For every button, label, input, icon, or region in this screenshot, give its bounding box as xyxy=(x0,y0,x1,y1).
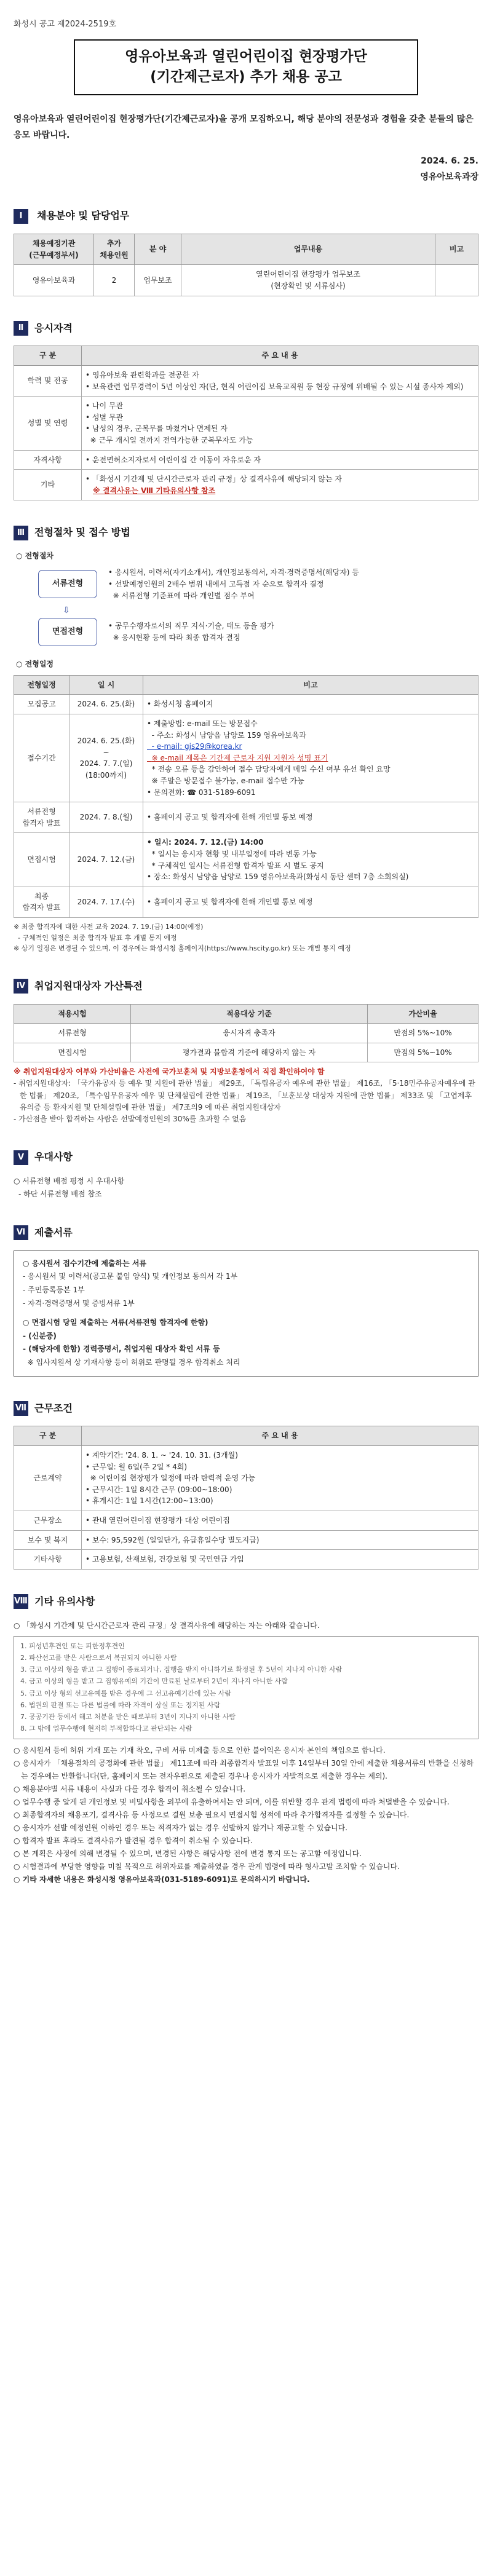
date-cell: 2024. 7. 12.(금) xyxy=(69,833,143,887)
list-item: ○ 본 계획은 사정에 의해 변경될 수 있으며, 변경된 사항은 해당사항 전에 변경 통지 또는 공고할 예정입니다. xyxy=(14,1849,362,1858)
table-row xyxy=(14,802,478,833)
content-line: • 보육관련 업무경력이 5년 이상인 자(단, 현직 어린이집 보육교직원 등 현장 규정에 위배될 수 있는 시설 종사자 제외) xyxy=(85,382,464,391)
list-item: 6. 법원의 판결 또는 다른 법률에 따라 자격이 상실 또는 정지된 사람 xyxy=(20,1701,221,1709)
qualification-table xyxy=(14,346,478,500)
table-row xyxy=(14,365,478,396)
table-header: 주 요 내 용 xyxy=(82,1426,478,1446)
email-link[interactable]: - e-mail: gjs29@korea.kr xyxy=(147,742,242,751)
notice-org: 영유아보육과장 xyxy=(420,172,478,182)
stage-cell: 서류전형 합격자 발표 xyxy=(14,802,69,833)
section-number: Ⅳ xyxy=(14,979,28,994)
table-header: 추가 채용인원 xyxy=(94,234,135,265)
table-row xyxy=(14,1024,478,1043)
row-content xyxy=(82,450,478,470)
disqualification-list xyxy=(14,1636,478,1739)
row-content xyxy=(82,470,478,500)
intro-text: 영유아보육과 열린어린이집 현장평가단(기간제근로자)을 공개 모집하오니, 해당 분야의 전문성과 경험을 갖춘 분들의 많은 응모 바랍니다. xyxy=(14,114,474,141)
section-title: 채용분야 및 담당업무 xyxy=(37,210,130,222)
bonus-warning: ※ 취업지원대상자 여부와 가산비율은 사전에 국가보훈처 및 지방보훈청에서 직접 확인하여야 함 xyxy=(14,1067,325,1077)
desc-cell xyxy=(143,714,478,802)
row-content xyxy=(82,1550,478,1570)
notice-date: 2024. 6. 25. xyxy=(421,156,478,167)
content-line: • 선발예정인원의 2배수 범위 내에서 고득점 자 순으로 합격자 결정 xyxy=(108,579,324,588)
table-row xyxy=(14,1530,478,1550)
process-flow xyxy=(38,567,478,647)
step-box: 면접전형 xyxy=(38,618,97,646)
stage-cell: 모집공고 xyxy=(14,695,69,714)
section-title: 취업지원대상자 가산특전 xyxy=(34,979,143,992)
misc-items xyxy=(14,1744,478,1886)
table-header: 구 분 xyxy=(14,346,82,366)
table-cell: 만점의 5%~10% xyxy=(368,1043,478,1062)
content-line: ※ 어린이집 현장평가 일정에 따라 탄력적 운영 가능 xyxy=(85,1474,256,1483)
section-title: 우대사항 xyxy=(34,1151,73,1163)
list-item: 7. 공공기관 등에서 해고 처분을 받은 때로부터 3년이 지나지 아니한 사람 xyxy=(20,1713,236,1721)
section-number: Ⅷ xyxy=(14,1594,28,1609)
stage-cell: 면접시험 xyxy=(14,833,69,887)
list-item: 1. 피성년후견인 또는 피한정후견인 xyxy=(20,1642,125,1650)
content-line: ※ 서류전형 기준표에 따라 개인별 점수 부여 xyxy=(108,591,255,601)
section-header xyxy=(14,525,478,540)
title-line-2: (기간제근로자) 추가 채용 공고 xyxy=(150,69,342,85)
content-line: * 일시는 응시자 현황 및 내부일정에 따라 변동 가능 xyxy=(147,849,317,858)
list-item: ○ 합격자 발표 후라도 결격사유가 발견될 경우 합격이 취소될 수 있습니다. xyxy=(14,1836,253,1845)
row-label: 근무장소 xyxy=(14,1511,82,1530)
content-line: • 일시: 2024. 7. 12.(금) 14:00 xyxy=(147,838,264,847)
flow-step xyxy=(38,567,478,603)
content-line: • 근무시간: 1일 8시간 근무 (09:00~18:00) xyxy=(85,1485,232,1494)
content-line: - 주소: 화성시 남양읍 남양로 159 영유아보육과 xyxy=(147,730,306,740)
content-line: - (신분증) xyxy=(23,1331,57,1340)
table-row xyxy=(14,1550,478,1570)
list-item: ○ 응시자가 「채용절차의 공정화에 관한 법률」 제11조에 따라 최종합격자 발표일 이후 14일부터 30일 안에 제출한 채용서류의 반환을 신청하는 경우에는 반환합니다(단, 홈페이지 또는 전자우편으로 제출된 경우나 응시자가 자발적으로 제출한 경우는 제외). xyxy=(14,1758,474,1780)
table-row xyxy=(14,1511,478,1530)
stage-cell: 접수기간 xyxy=(14,714,69,802)
step-desc xyxy=(108,567,359,603)
table-cell: 만점의 5%~10% xyxy=(368,1024,478,1043)
row-label: 근로계약 xyxy=(14,1445,82,1511)
stage-cell: 최종 합격자 발표 xyxy=(14,887,69,917)
table-cell: 업무보조 xyxy=(135,265,181,296)
preference-text xyxy=(14,1175,478,1201)
table-row xyxy=(14,1043,478,1062)
section-number: Ⅶ xyxy=(14,1401,28,1416)
table-cell: 응시자격 충족자 xyxy=(131,1024,368,1043)
content-line: • 「화성시 기간제 및 단시간근로자 관리 규정」상 결격사유에 해당되지 않는 자 xyxy=(85,475,342,484)
content-line: • 고용보험, 산재보험, 건강보험 및 국민연금 가입 xyxy=(85,1555,244,1564)
list-item: ○ 응시자가 선발 예정인원 이하인 경우 또는 적격자가 없는 경우 선발하지 않거나 재공고할 수 있습니다. xyxy=(14,1823,347,1832)
content-line: ※ 입사지원서 상 기재사항 등이 허위로 판명될 경우 합격취소 처리 xyxy=(23,1357,240,1367)
section-header xyxy=(14,1150,478,1165)
row-label: 보수 및 복지 xyxy=(14,1530,82,1550)
work-conditions-table xyxy=(14,1426,478,1569)
content-line: • 운전면허소지자로서 어린이집 간 이동이 자유로운 자 xyxy=(85,455,261,464)
table-row xyxy=(14,833,478,887)
date-cell: 2024. 7. 8.(월) xyxy=(69,802,143,833)
table-row xyxy=(14,470,478,500)
list-item: 5. 금고 이상 형의 선고유예를 받은 경우에 그 선고유예기간에 있는 사람 xyxy=(20,1689,231,1697)
table-header: 비고 xyxy=(435,234,478,265)
section-header xyxy=(14,321,478,336)
table-header: 전형일정 xyxy=(14,675,69,695)
section-title: 제출서류 xyxy=(34,1227,73,1239)
content-line: • 홈페이지 공고 및 합격자에 한해 개인별 통보 예정 xyxy=(147,898,313,907)
table-cell xyxy=(435,265,478,296)
row-content xyxy=(82,1530,478,1550)
step-desc xyxy=(108,620,274,644)
documents-box xyxy=(14,1250,478,1377)
table-row xyxy=(14,887,478,917)
content-line: • 화성시청 홈페이지 xyxy=(147,700,213,709)
section-title: 전형절차 및 접수 방법 xyxy=(34,526,130,539)
content-line: • 응시원서, 이력서(자기소개서), 개인정보동의서, 자격·경력증명서(해당자) 등 xyxy=(108,567,359,577)
bonus-notes xyxy=(14,1066,478,1125)
table-row xyxy=(14,397,478,450)
list-item: ○ 업무수행 중 알게 된 개인정보 및 비밀사항을 외부에 유출하여서는 안 되며, 이를 위반할 경우 관계 법령에 따라 처벌받을 수 있습니다. xyxy=(14,1797,450,1806)
date-cell: 2024. 7. 17.(수) xyxy=(69,887,143,917)
table-row xyxy=(14,1445,478,1511)
list-item: ○ 시험결과에 부당한 영향을 미칠 목적으로 허위자료를 제출하였을 경우 관계 법령에 따라 형사고발 조치할 수 있습니다. xyxy=(14,1862,400,1871)
subheading: ○ 전형일정 xyxy=(16,660,54,669)
section-header xyxy=(14,208,478,224)
table-cell: 서류전형 xyxy=(14,1024,131,1043)
note-line: ※ 최종 합격자에 대한 사전 교육 2024. 7. 19.(금) 14:00(예정) xyxy=(14,922,204,931)
misc-lead: ○ 「화성시 기간제 및 단시간근로자 관리 규정」상 결격사유에 해당하는 자는 아래와 같습니다. xyxy=(14,1621,320,1630)
row-label: 자격사항 xyxy=(14,450,82,470)
table-row xyxy=(14,714,478,802)
row-content xyxy=(82,1511,478,1530)
row-label: 기타사항 xyxy=(14,1550,82,1570)
note-line: - 취업지원대상자: 「국가유공자 등 예우 및 지원에 관한 법률」 제29조, 「독립유공자 예우에 관한 법률」 제16조, 「5·18민주유공자예우에 관한 법률」 제20조, 「특수임무유공자 예우 및 단체설립에 관한 법률」 제19조, 「보훈보상 대상자 지원에 관한 법률」 제33조 및 「고엽제후유의증 등 환자지원 및 단체설립에 관한 법률」 제7조의9 에 따른 취업지원대상자 xyxy=(14,1079,475,1112)
desc-cell xyxy=(143,802,478,833)
date-cell: 2024. 6. 25.(화) ~ 2024. 7. 7.(일) (18:00까지) xyxy=(69,714,143,802)
title-line-1: 영유아보육과 열린어린이집 현장평가단 xyxy=(125,49,367,65)
list-item: 8. 그 밖에 업무수행에 현저히 부적합하다고 판단되는 사람 xyxy=(20,1725,192,1733)
table-header: 분 야 xyxy=(135,234,181,265)
section-header xyxy=(14,1401,478,1416)
note-line: - 구체적인 일정은 최종 합격자 발표 후 개별 통지 예정 xyxy=(14,933,177,942)
table-header: 채용예정기관 (근무예정부서) xyxy=(14,234,94,265)
section-number: Ⅲ xyxy=(14,526,28,540)
table-row xyxy=(14,695,478,714)
table-header: 적용대상 기준 xyxy=(131,1004,368,1024)
desc-cell xyxy=(143,833,478,887)
content-line: • 관내 열린어린이집 현장평가 대상 어린이집 xyxy=(85,1515,230,1525)
content-line: • 성별 무관 xyxy=(85,413,124,422)
row-content xyxy=(82,365,478,396)
row-content xyxy=(82,397,478,450)
step-box: 서류전형 xyxy=(38,570,97,598)
table-header: 주 요 내 용 xyxy=(82,346,478,366)
subheading: ○ 전형절차 xyxy=(16,551,54,561)
list-item: ○ 최종합격자의 채용포기, 결격사유 등 사정으로 결원 보충 필요시 면접시험 성적에 따라 추가합격자를 결정할 수 있습니다. xyxy=(14,1810,410,1819)
content-line: - 주민등록등본 1부 xyxy=(23,1286,85,1295)
list-item: 3. 금고 이상의 형을 받고 그 집행이 종료되거나, 집행을 받지 아니하기로 확정된 후 5년이 지나지 아니한 사람 xyxy=(20,1665,343,1674)
contact-line: ○ 기타 자세한 내용은 화성시청 영유아보육과(031-5189-6091)로 문의하시기 바랍니다. xyxy=(14,1875,310,1884)
content-line: • 문의전화: ☎ 031-5189-6091 xyxy=(147,788,256,797)
table-cell: 면접시험 xyxy=(14,1043,131,1062)
bonus-table xyxy=(14,1004,478,1063)
section-header xyxy=(14,979,478,994)
content-line: - 응시원서 및 이력서(공고문 붙임 양식) 및 개인정보 동의서 각 1부 xyxy=(23,1272,238,1281)
arrow-down-icon: ⇩ xyxy=(63,606,70,616)
table-cell: 영유아보육과 xyxy=(14,265,94,296)
content-line: - (해당자에 한함) 경력증명서, 취업지원 대상자 확인 서류 등 xyxy=(23,1345,220,1354)
table-cell: 2 xyxy=(94,265,135,296)
content-line: • 영유아보육 관련학과를 전공한 자 xyxy=(85,370,199,379)
section-number: Ⅰ xyxy=(14,209,28,224)
content-line: ○ 서류전형 배점 평정 시 우대사항 xyxy=(14,1177,125,1186)
section-header xyxy=(14,1594,478,1610)
content-line: • 공무수행자로서의 직무 지식·기술, 태도 등을 평가 xyxy=(108,622,274,631)
table-header: 업무내용 xyxy=(181,234,435,265)
date-cell: 2024. 6. 25.(화) xyxy=(69,695,143,714)
section-number: Ⅱ xyxy=(14,321,28,336)
content-line: - 하단 서류전형 배점 참조 xyxy=(18,1190,102,1199)
row-label: 학력 및 전공 xyxy=(14,365,82,396)
content-line: • 제출방법: e-mail 또는 방문접수 xyxy=(147,719,258,729)
list-item: ○ 채용분야별 서류 내용이 사실과 다를 경우 합격이 취소될 수 있습니다. xyxy=(14,1784,246,1793)
section-title: 근무조건 xyxy=(34,1402,73,1414)
content-line: • 계약기간: '24. 8. 1. ~ '24. 10. 31. (3개월) xyxy=(85,1450,238,1460)
content-line: ※ 응시현황 등에 따라 최종 합격자 결정 xyxy=(108,633,240,642)
content-line: ※ 주말은 방문접수 불가능, e-mail 접수만 가능 xyxy=(147,776,304,785)
schedule-table xyxy=(14,675,478,918)
content-line: • 근무일: 월 6일(주 2일 * 4회) xyxy=(85,1462,188,1471)
table-header: 비고 xyxy=(143,675,478,695)
content-line: ※ e-mail 제목은 기간제 근로자 지원 지원자 성명 표기 xyxy=(147,753,328,762)
schedule-notes xyxy=(14,922,478,954)
row-content xyxy=(82,1445,478,1511)
list-item: 4. 금고 이상의 형을 받고 그 집행유예의 기간이 만료된 날로부터 2년이 지나지 아니한 사람 xyxy=(20,1677,288,1686)
flow-step xyxy=(38,618,478,646)
list-item: ○ 응시원서 등에 허위 기재 또는 기재 착오, 구비 서류 미제출 등으로 인한 불이익은 응시자 본인의 책임으로 합니다. xyxy=(14,1745,386,1755)
row-label: 성별 및 연령 xyxy=(14,397,82,450)
table-header: 적용시험 xyxy=(14,1004,131,1024)
table-row xyxy=(14,450,478,470)
note-line: ※ 상기 일정은 변경될 수 있으며, 이 경우에는 화성시청 홈페이지(https://www.hscity.go.kr) 또는 개별 통지 예정 xyxy=(14,944,351,953)
docs-heading: ○ 응시원서 접수기간에 제출하는 서류 xyxy=(23,1258,147,1268)
section-number: Ⅴ xyxy=(14,1150,28,1165)
list-item: 2. 파산선고를 받은 사람으로서 복권되지 아니한 사람 xyxy=(20,1653,177,1662)
section-header xyxy=(14,1225,478,1241)
content-line: • 장소: 화성시 남양읍 남양로 159 영유아보육과(화성시 동탄 센터 7층 소회의실) xyxy=(147,872,409,882)
desc-cell xyxy=(143,695,478,714)
content-line: • 휴게시간: 1일 1시간(12:00~13:00) xyxy=(85,1496,213,1506)
recruit-table xyxy=(14,234,478,296)
content-line: ※ 근무 개시일 전까지 전역가능한 군복무자도 가능 xyxy=(85,435,253,444)
note-line: - 가산점을 받아 합격하는 사람은 선발예정인원의 30%를 초과할 수 없음 xyxy=(14,1115,247,1124)
table-cell: 평가결과 불합격 기준에 해당하지 않는 자 xyxy=(131,1043,368,1062)
row-label: 기타 xyxy=(14,470,82,500)
content-line: * 전송 오류 등을 감안하여 접수 담당자에게 메일 수신 여부 유선 확인 요망 xyxy=(147,765,391,774)
content-line: • 남성의 경우, 군복무를 마쳤거나 면제된 자 xyxy=(85,424,228,433)
section-title: 응시자격 xyxy=(34,322,73,334)
table-header: 가산비율 xyxy=(368,1004,478,1024)
content-line: • 나이 무관 xyxy=(85,401,124,411)
table-row xyxy=(14,265,478,296)
content-line: - 자격·경력증명서 및 증빙서류 1부 xyxy=(23,1298,135,1308)
section-title: 기타 유의사항 xyxy=(34,1595,95,1607)
title-box xyxy=(74,39,418,95)
table-header: 일 시 xyxy=(69,675,143,695)
content-line: • 보수: 95,592원 (일일단가, 유급휴일수당 별도지급) xyxy=(85,1535,260,1544)
desc-cell xyxy=(143,887,478,917)
docs-heading: ○ 면접시험 당일 제출하는 서류(서류전형 합격자에 한함) xyxy=(23,1318,208,1327)
disqualification-note: ※ 결격사유는 Ⅷ 기타유의사항 참조 xyxy=(93,486,216,495)
section-number: Ⅵ xyxy=(14,1225,28,1240)
table-cell: 열린어린이집 현장평가 업무보조 (현장확인 및 서류심사) xyxy=(181,265,435,296)
document-number: 화성시 공고 제2024-2519호 xyxy=(14,20,117,29)
content-line: • 홈페이지 공고 및 합격자에 한해 개인별 통보 예정 xyxy=(147,813,313,822)
content-line: * 구체적인 일시는 서류전형 합격자 발표 시 별도 공지 xyxy=(147,861,324,870)
table-header: 구 분 xyxy=(14,1426,82,1446)
